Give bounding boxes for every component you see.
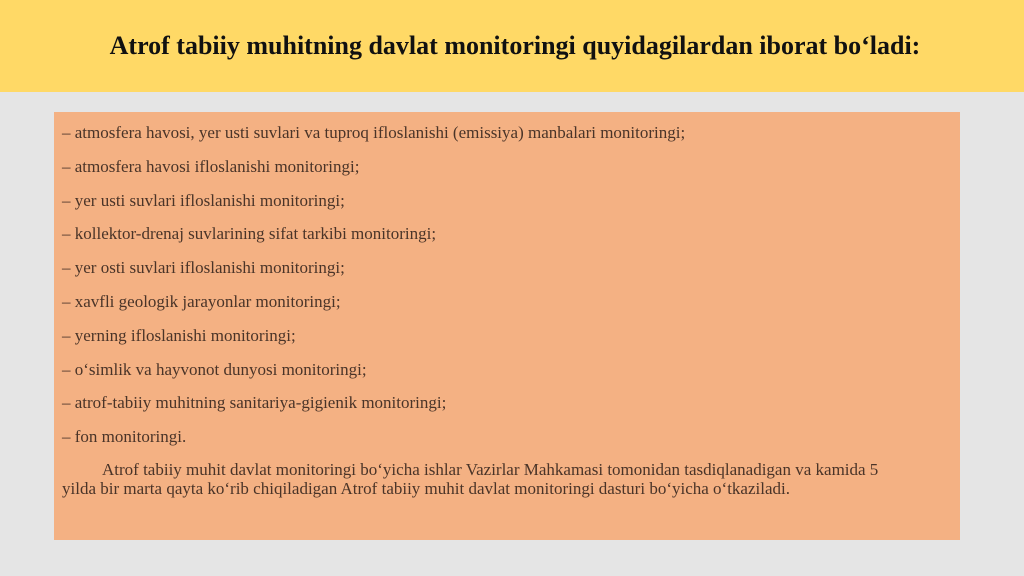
- list-item: – fon monitoringi.: [62, 427, 187, 447]
- list-item: – atrof-tabiiy muhitning sanitariya-gigienik monitoringi;: [62, 393, 447, 413]
- list-item: – yer osti suvlari ifloslanishi monitoringi;: [62, 258, 345, 278]
- monitoring-list: [62, 116, 952, 454]
- list-item: – atmosfera havosi ifloslanishi monitoringi;: [62, 156, 360, 176]
- list-item: – o‘simlik va hayvonot dunyosi monitoringi;: [62, 359, 367, 379]
- summary-paragraph: Atrof tabiiy muhit davlat monitoringi bo‘yicha ishlar Vazirlar Mahkamasi tomonidan tasdiqlanadigan va kamida 5 yilda bir marta qayta ko‘rib chiqiladigan Atrof tabiiy muhit davlat monitoringi dasturi bo‘yicha o‘tkaziladi.: [62, 459, 879, 498]
- content-box: [54, 112, 960, 540]
- title-banner: [0, 0, 1024, 92]
- list-item: – kollektor-drenaj suvlarining sifat tarkibi monitoringi;: [62, 224, 437, 244]
- list-item: – atmosfera havosi, yer usti suvlari va tuproq ifloslanishi (emissiya) manbalari monitoringi;: [62, 123, 686, 142]
- list-item: – yerning ifloslanishi monitoringi;: [62, 325, 296, 345]
- slide-title: Atrof tabiiy muhitning davlat monitoringi quyidagilardan iborat bo‘ladi:: [109, 31, 921, 60]
- list-item: – yer usti suvlari ifloslanishi monitoringi;: [62, 190, 345, 210]
- list-item: – xavfli geologik jarayonlar monitoringi;: [62, 291, 341, 311]
